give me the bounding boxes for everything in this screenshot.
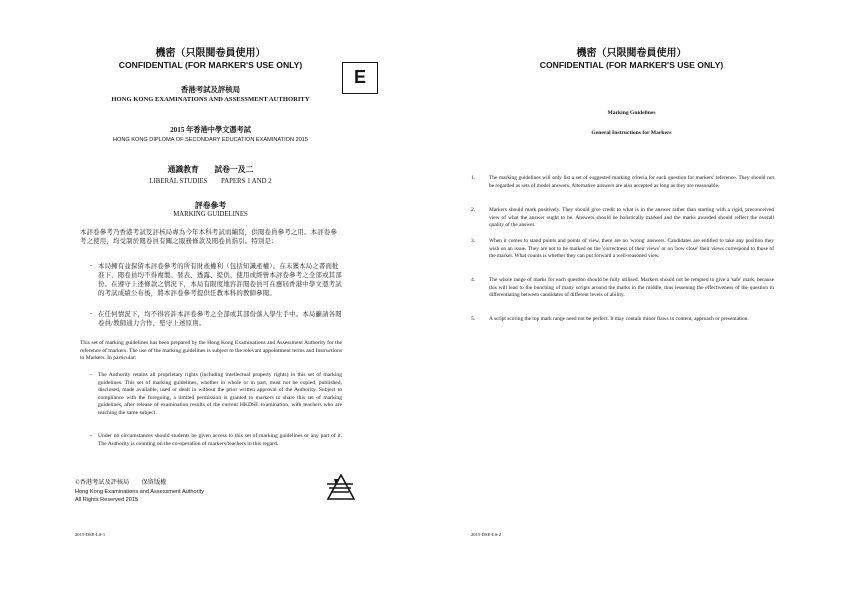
confidential-en: CONFIDENTIAL (FOR MARKER'S USE ONLY) (118, 60, 303, 70)
item-text: The whole range of marks for each question should be fully utilised. Markers should not be tempted to give a 'safe' mark, because this will lead to the bunching of many scripts around the marks in the middle, thus lessening the effectiveness of the question in differentiating between candidates of different levels of ability. (489, 277, 774, 298)
bullet-zh-2: 在任何情況下，均不得容許本評卷參考之全部或其部份落入學生手中。本局籲請各閱卷員/教師通力合作，堅守上述原則。 (98, 311, 342, 327)
item-number: 5. (471, 316, 476, 322)
page-number-right: 2015-DSE-LS-2 (471, 532, 502, 537)
paper-letter-box: E (342, 62, 378, 94)
bullet-marker: - (90, 372, 92, 378)
page-number-left: 2015-DSE-LS-1 (75, 532, 106, 537)
item-number: 3. (471, 238, 476, 244)
marking-guidelines-heading: Marking Guidelines (607, 110, 656, 116)
bullet-en-2: Under no circumstances should students be given access to this set of marking guidelines or any part of it. The Authority is counting on the co-operation of markers/teachers in this regard. (98, 433, 342, 447)
confidential-zh: 機密（只限閱卷員使用） (155, 48, 266, 59)
guidelines-en: MARKING GUIDELINES (173, 211, 248, 218)
intro-en: This set of marking guidelines has been prepared by the Hong Kong Examinations and Assessment Authority for the reference of markers. The use of the marking guidelines is subject to the relevant appointment terms and Instructions to Markers. In particular: (80, 340, 342, 362)
bullet-marker: - (89, 310, 93, 317)
copyright-en-line2: All Rights Reserved 2015 (75, 497, 139, 503)
item-number: 1. (471, 175, 476, 181)
bullet-marker: - (89, 262, 93, 269)
copyright-zh: ©香港考試及評核局 保留版權 (75, 479, 167, 486)
copyright-en-line1: Hong Kong Examinations and Assessment Authority (75, 489, 205, 495)
confidential-zh: 機密（只限閱卷員使用） (576, 48, 687, 59)
item-text: Markers should mark positively. They should give credit to what is in the answer rather than starting with a rigid, preconceived view of what the answer ought to be. Answers should be holistically marked and the marks awarded should reflect the overall quality of the answer. (489, 207, 774, 228)
exam-zh: 2015 年香港中學文憑考試 (170, 126, 251, 134)
item-number: 2. (471, 207, 476, 213)
item-text: The marking guidelines will only list a set of suggested marking criteria for each question for markers' reference. They should not be regarded as sets of model answers. Alternative answers are also accepted as long as they are reasonable. (489, 175, 774, 189)
authority-zh: 香港考試及評核局 (180, 85, 241, 94)
bullet-zh-1: 本局擁有並保留本評卷參考的所有財產權利（包括知識產權）。在未獲本局之書面批准下，閱卷員均不得複製、發表、透露、提供、使用或經營本評卷參考之全部或其部份。在遵守上述條款之情況下，本局有限度地容許閱卷員可在應屆香港中學文憑考試的考試成績公布後，將本評卷參考提供任教本科的教師參閱。 (98, 263, 342, 297)
subject-en: LIBERAL STUDIES PAPERS 1 AND 2 (149, 178, 272, 185)
item-text: When it comes to stand points and points of view, there are no 'wrong' answers. Candidates are entitled to take any position they wish on an issue. They are not to be marked on the 'correctness of their views' or on 'how close' their views correspond to those of the marker. What counts is whether they can put forward a well-reasoned view. (489, 238, 774, 259)
general-instructions-heading: General Instructions for Markers (591, 130, 672, 136)
guidelines-zh: 評卷參考 (194, 201, 227, 210)
exam-en: HONG KONG DIPLOMA OF SECONDARY EDUCATION EXAMINATION 2015 (112, 137, 309, 143)
intro-zh: 本評卷參考乃香港考試及評核局專為今年本科考試而編寫，供閱卷員參考之用。本評卷參考之使用，均受制於閱卷員有關之服務條款及閱卷員指引。特別是： (80, 229, 338, 245)
item-text: A script scoring the top mark range need not be perfect. It may contain minor flaws in content, approach or presentation. (489, 316, 749, 322)
authority-en: HONG KONG EXAMINATIONS AND ASSESSMENT AUTHORITY (111, 96, 310, 103)
subject-zh: 通識教育 試卷一及二 (167, 165, 254, 174)
bullet-en-1: The Authority retains all proprietary rights (including intellectual property rights) in this set of marking guidelines. This set of marking guidelines, whether in whole or in part, must not be copied, published, disclosed, made available, used or dealt in without the prior written approval of the Authority. Subject to compliance with the foregoing, a limited permission is granted to markers to share this set of marking guidelines, after release of examination results of the current HKDSE examination, with teachers who are teaching the same subject. (98, 372, 342, 416)
bullet-marker: - (90, 433, 92, 439)
item-number: 4. (471, 277, 476, 283)
hkeaa-logo (325, 474, 355, 500)
right-page (421, 0, 842, 596)
confidential-en: CONFIDENTIAL (FOR MARKER'S USE ONLY) (539, 60, 724, 70)
